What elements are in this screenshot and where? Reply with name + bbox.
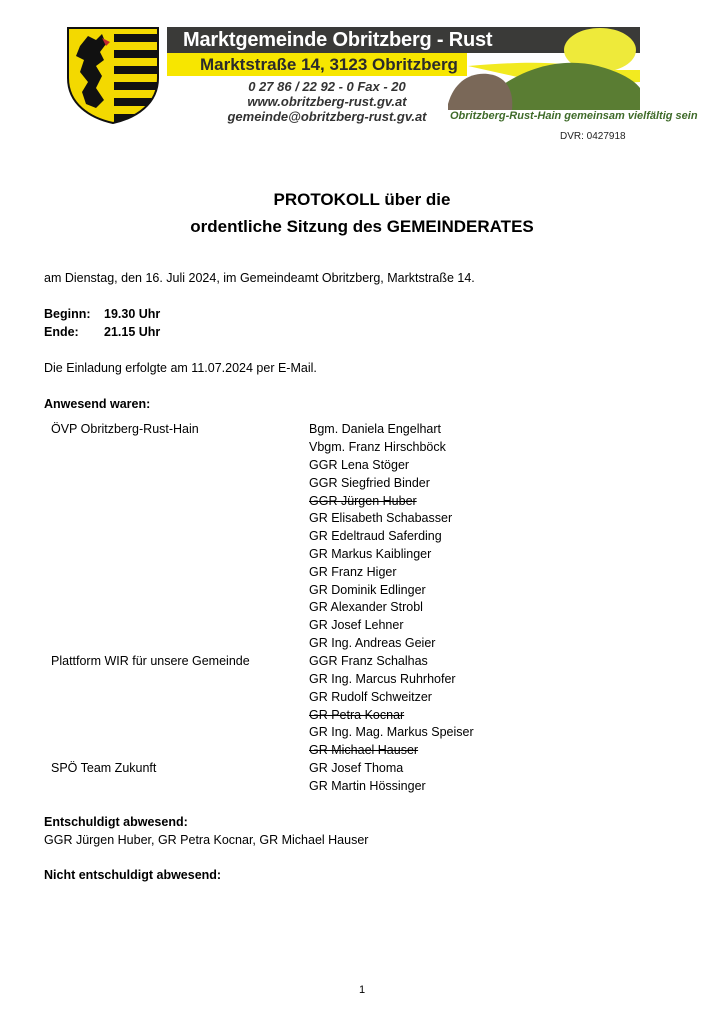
- unexcused-heading: Nicht entschuldigt abwesend:: [44, 868, 222, 882]
- member-list-item: GR Alexander Strobl: [309, 600, 423, 614]
- party-oevp: ÖVP Obritzberg-Rust-Hain: [51, 422, 199, 436]
- page-number: 1: [358, 984, 366, 996]
- member-list-item: GR Franz Higer: [309, 565, 397, 579]
- member-list-item: GR Josef Lehner: [309, 618, 404, 632]
- member-list-item: GGR Lena Stöger: [309, 458, 410, 472]
- hills-logo-icon: [448, 26, 640, 110]
- contact-phone: 0 27 86 / 22 92 - 0 Fax - 20: [248, 79, 406, 94]
- document-title-line-2: ordentliche Sitzung des GEMEINDERATES: [190, 217, 534, 236]
- member-list-item-struck: GR Petra Kocnar: [309, 708, 405, 722]
- member-list-item: GR Josef Thoma: [309, 761, 404, 775]
- end-label: Ende:: [44, 325, 79, 339]
- invitation-line: Die Einladung erfolgte am 11.07.2024 per E-Mail.: [44, 361, 317, 375]
- municipality-address: Marktstraße 14, 3123 Obritzberg: [200, 55, 458, 74]
- member-list-item-struck: GGR Jürgen Huber: [309, 494, 417, 508]
- member-list-item-struck: GR Michael Hauser: [309, 743, 419, 757]
- municipality-name: Marktgemeinde Obritzberg - Rust: [183, 29, 493, 51]
- present-heading: Anwesend waren:: [44, 397, 151, 411]
- member-list-item: GR Ing. Mag. Markus Speiser: [309, 725, 474, 739]
- member-list-item: GR Dominik Edlinger: [309, 583, 426, 597]
- coat-of-arms-lion-icon: [66, 26, 160, 124]
- meeting-date-line: am Dienstag, den 16. Juli 2024, im Gemeindeamt Obritzberg, Marktstraße 14.: [44, 271, 475, 285]
- slogan: Obritzberg-Rust-Hain gemeinsam vielfältig sein: [450, 110, 698, 122]
- party-plattform-wir: Plattform WIR für unsere Gemeinde: [51, 654, 250, 668]
- contact-website: www.obritzberg-rust.gv.at: [247, 94, 407, 109]
- dvr-number: DVR: 0427918: [560, 131, 626, 142]
- begin-label: Beginn:: [44, 307, 91, 321]
- contact-email: gemeinde@obritzberg-rust.gv.at: [227, 109, 427, 124]
- member-list-item: Bgm. Daniela Engelhart: [309, 422, 442, 436]
- member-list-item: GGR Franz Schalhas: [309, 654, 428, 668]
- excused-names: GGR Jürgen Huber, GR Petra Kocnar, GR Michael Hauser: [44, 833, 369, 847]
- member-list-item: GGR Siegfried Binder: [309, 476, 430, 490]
- member-list-item: Vbgm. Franz Hirschböck: [309, 440, 446, 454]
- member-list-item: GR Markus Kaiblinger: [309, 547, 432, 561]
- document-title-line-1: PROTOKOLL über die: [273, 190, 451, 209]
- member-list-item: GR Martin Hössinger: [309, 779, 426, 793]
- member-list-item: GR Elisabeth Schabasser: [309, 511, 453, 525]
- party-spoe: SPÖ Team Zukunft: [51, 761, 157, 775]
- end-value: 21.15 Uhr: [104, 325, 161, 339]
- member-list-item: GR Edeltraud Saferding: [309, 529, 442, 543]
- excused-heading: Entschuldigt abwesend:: [44, 815, 188, 829]
- member-list-item: GR Ing. Marcus Ruhrhofer: [309, 672, 456, 686]
- begin-value: 19.30 Uhr: [104, 307, 161, 321]
- member-list-item: GR Rudolf Schweitzer: [309, 690, 432, 704]
- member-list-item: GR Ing. Andreas Geier: [309, 636, 436, 650]
